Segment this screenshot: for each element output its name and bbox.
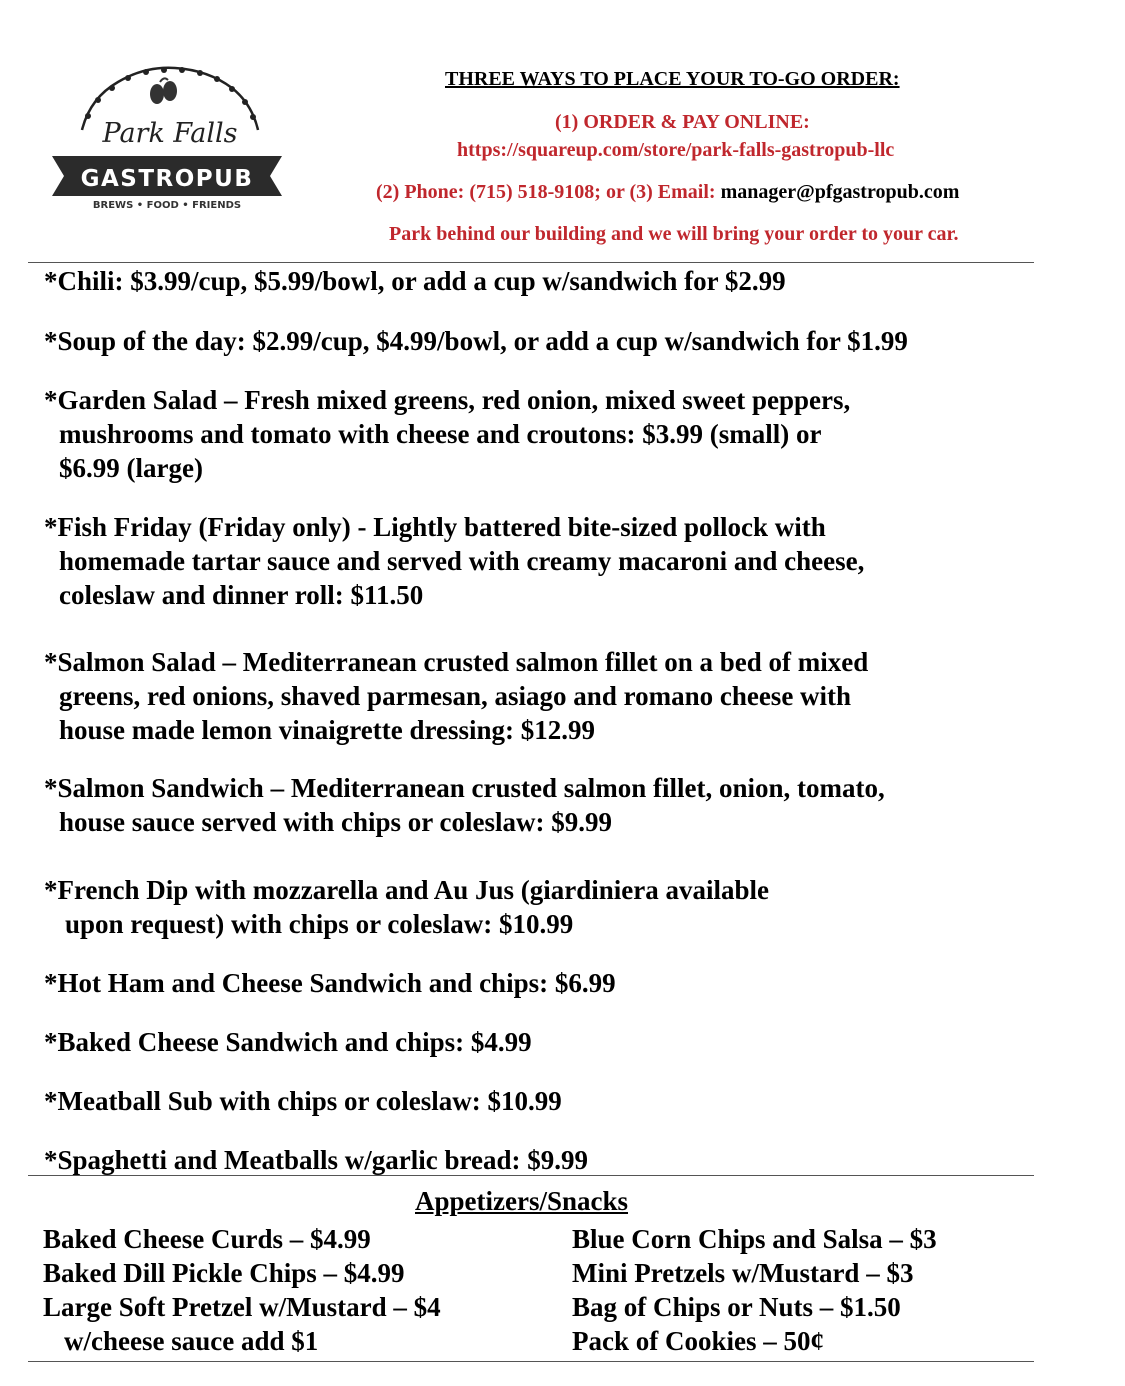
park-falls-gastropub-logo — [50, 58, 285, 218]
menu-item-chili — [44, 264, 786, 298]
menu-item-text: *Meatball Sub with chips or coleslaw: $10.99 — [44, 1086, 562, 1116]
logo-graphic — [50, 58, 285, 218]
menu-item-text: *French Dip with mozzarella and Au Jus (giardiniera available — [44, 875, 770, 905]
menu-item-text: *Garden Salad – Fresh mixed greens, red onion, mixed sweet peppers, — [44, 385, 851, 415]
appetizer-item: Large Soft Pretzel w/Mustard – $4 — [43, 1292, 441, 1322]
menu-item-text: *Fish Friday (Friday only) - Lightly battered bite-sized pollock with — [44, 512, 826, 542]
menu-item-text: *Salmon Sandwich – Mediterranean crusted salmon fillet, onion, tomato, — [44, 773, 885, 803]
order-instructions-title: THREE WAYS TO PLACE YOUR TO-GO ORDER: — [445, 68, 900, 90]
menu-item-baked-cheese — [44, 1025, 532, 1059]
logo-tagline: BREWS • FOOD • FRIENDS — [92, 200, 242, 211]
appetizer-item: Baked Cheese Curds – $4.99 — [43, 1224, 371, 1254]
appetizer-item: Mini Pretzels w/Mustard – $3 — [572, 1258, 914, 1288]
logo-banner-text: GASTROPUB — [80, 166, 254, 192]
online-order-url[interactable]: https://squareup.com/store/park-falls-gastropub-llc — [457, 139, 895, 161]
online-order-label: (1) ORDER & PAY ONLINE: — [555, 111, 810, 133]
menu-item-text: house sauce served with chips or coleslaw: $9.99 — [59, 807, 612, 837]
menu-item-text: $6.99 (large) — [59, 453, 203, 483]
phone-info: (2) Phone: (715) 518-9108; or (3) Email: — [376, 181, 716, 203]
footer-divider — [28, 1361, 1034, 1362]
appetizers-left-column — [43, 1222, 441, 1358]
menu-item-text: *Chili: $3.99/cup, $5.99/bowl, or add a cup w/sandwich for $2.99 — [44, 266, 786, 296]
appetizer-item: Baked Dill Pickle Chips – $4.99 — [43, 1258, 405, 1288]
hops-icon — [150, 78, 177, 104]
appetizer-item-addon: w/cheese sauce add $1 — [64, 1326, 319, 1356]
appetizer-item: Bag of Chips or Nuts – $1.50 — [572, 1292, 901, 1322]
contact-line — [376, 181, 959, 204]
menu-item-text: *Salmon Salad – Mediterranean crusted salmon fillet on a bed of mixed — [44, 647, 869, 677]
menu-item-text: *Spaghetti and Meatballs w/garlic bread: $9.99 — [44, 1145, 589, 1175]
menu-item-text: greens, red onions, shaved parmesan, asiago and romano cheese with — [59, 681, 852, 711]
parking-note: Park behind our building and we will bring your order to your car. — [389, 223, 959, 245]
appetizers-right-column — [572, 1222, 937, 1358]
logo-script-text: Park Falls — [102, 118, 238, 149]
menu-item-spaghetti — [44, 1143, 588, 1177]
menu-item-text: *Soup of the day: $2.99/cup, $4.99/bowl, or add a cup w/sandwich for $1.99 — [44, 326, 908, 356]
appetizers-title: Appetizers/Snacks — [415, 1186, 629, 1216]
menu-item-text: house made lemon vinaigrette dressing: $12.99 — [59, 715, 595, 745]
appetizer-item: Blue Corn Chips and Salsa – $3 — [572, 1224, 937, 1254]
menu-item-meatball-sub — [44, 1084, 562, 1118]
menu-item-text: *Baked Cheese Sandwich and chips: $4.99 — [44, 1027, 532, 1057]
menu-item-text: coleslaw and dinner roll: $11.50 — [59, 580, 424, 610]
menu-item-salmon-salad — [44, 645, 868, 747]
menu-item-soup — [44, 324, 908, 358]
menu-item-text: homemade tartar sauce and served with creamy macaroni and cheese, — [59, 546, 865, 576]
menu-item-garden-salad — [44, 383, 850, 485]
menu-item-salmon-sandwich — [44, 771, 885, 839]
menu-item-french-dip — [44, 873, 769, 941]
appetizer-item: Pack of Cookies – 50¢ — [572, 1326, 824, 1356]
header-divider — [28, 262, 1034, 263]
menu-item-text: mushrooms and tomato with cheese and croutons: $3.99 (small) or — [59, 419, 822, 449]
menu-item-hot-ham — [44, 966, 616, 1000]
menu-item-text: *Hot Ham and Cheese Sandwich and chips: $6.99 — [44, 968, 616, 998]
email-address[interactable]: manager@pfgastropub.com — [720, 181, 960, 203]
menu-item-fish-friday — [44, 510, 864, 612]
menu-item-text: upon request) with chips or coleslaw: $10.99 — [65, 909, 574, 939]
menu-divider — [28, 1175, 1034, 1176]
